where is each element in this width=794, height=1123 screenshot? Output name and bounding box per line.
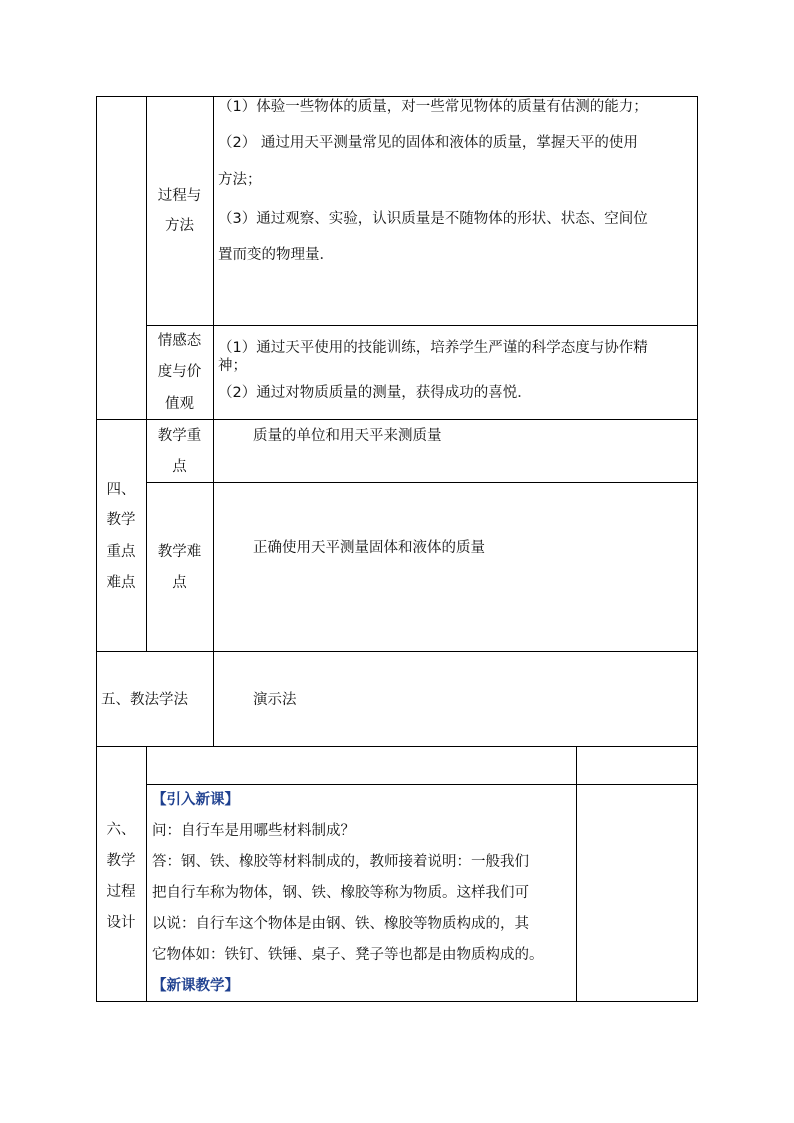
label-line: 教学重 — [157, 428, 202, 444]
key-point-content: 质量的单位和用天平来测质量 — [253, 428, 442, 444]
rule-col1-b — [146, 746, 147, 1002]
rule-section6-top — [96, 746, 698, 747]
objective-text: （1）体验一些物体的质量，对一些常见物体的质量有估测的能力； — [218, 99, 648, 115]
new-lesson-header: 【新课教学】 — [152, 978, 239, 994]
objective-text: （2） 通过用天平测量常见的固体和液体的质量，掌握天平的使用 — [218, 135, 638, 151]
label-line: 教学 — [106, 512, 136, 528]
rule-section6-header — [146, 784, 698, 785]
difficult-point-content: 正确使用天平测量固体和液体的质量 — [253, 540, 485, 556]
label-line: 度与价 — [157, 364, 202, 380]
label-line: 重点 — [106, 544, 136, 560]
label-line: 过程 — [106, 884, 136, 900]
label-line: 难点 — [106, 575, 136, 591]
label-line: 四、 — [106, 482, 136, 498]
objective-text: （2）通过对物质质量的测量，获得成功的喜悦． — [218, 385, 532, 401]
label-line: 点 — [172, 575, 187, 591]
objective-text: （3）通过观察、实验，认识质量是不随物体的形状、状态、空间位 — [218, 211, 648, 227]
process-text: 答：钢、铁、橡胶等材料制成的，教师接着说明：一般我们 — [152, 854, 529, 870]
rule-emotion-top — [146, 325, 698, 326]
rule-difficult-top — [146, 482, 698, 483]
process-text: 把自行车称为物体，钢、铁、橡胶等称为物质。这样我们可 — [152, 885, 529, 901]
rule-section4-top — [96, 419, 698, 420]
rule-right — [697, 96, 698, 1002]
objective-text: 方法； — [218, 172, 262, 188]
process-text: 以说：自行车这个物体是由钢、铁、橡胶等物质构成的，其 — [152, 916, 529, 932]
label-line: 教学难 — [157, 544, 202, 560]
rule-bottom — [96, 1001, 698, 1002]
rule-section5-top — [96, 651, 698, 652]
label-line: 值观 — [165, 396, 194, 412]
process-text: 问：自行车是用哪些材料制成？ — [152, 823, 355, 839]
label-line: 设计 — [106, 915, 136, 931]
label-line: 过程与 — [157, 188, 202, 204]
rule-col3 — [576, 746, 577, 1002]
section5-label: 五、教法学法 — [101, 692, 188, 708]
objective-text: （1）通过天平使用的技能训练，培养学生严谨的科学态度与协作精 — [218, 340, 648, 356]
label-line: 方法 — [165, 218, 194, 234]
label-line: 情感态 — [157, 333, 202, 349]
objective-text: 置而变的物理量． — [218, 247, 334, 263]
label-line: 教学 — [106, 853, 136, 869]
intro-header: 【引入新课】 — [152, 792, 239, 808]
objective-text: 神； — [218, 358, 247, 374]
rule-col2 — [213, 96, 214, 747]
section5-content: 演示法 — [253, 692, 297, 708]
label-line: 点 — [172, 459, 187, 475]
process-text: 它物体如：铁钉、铁锤、桌子、凳子等也都是由物质构成的。 — [152, 947, 544, 963]
rule-top — [96, 96, 698, 97]
label-line: 六、 — [106, 822, 136, 838]
